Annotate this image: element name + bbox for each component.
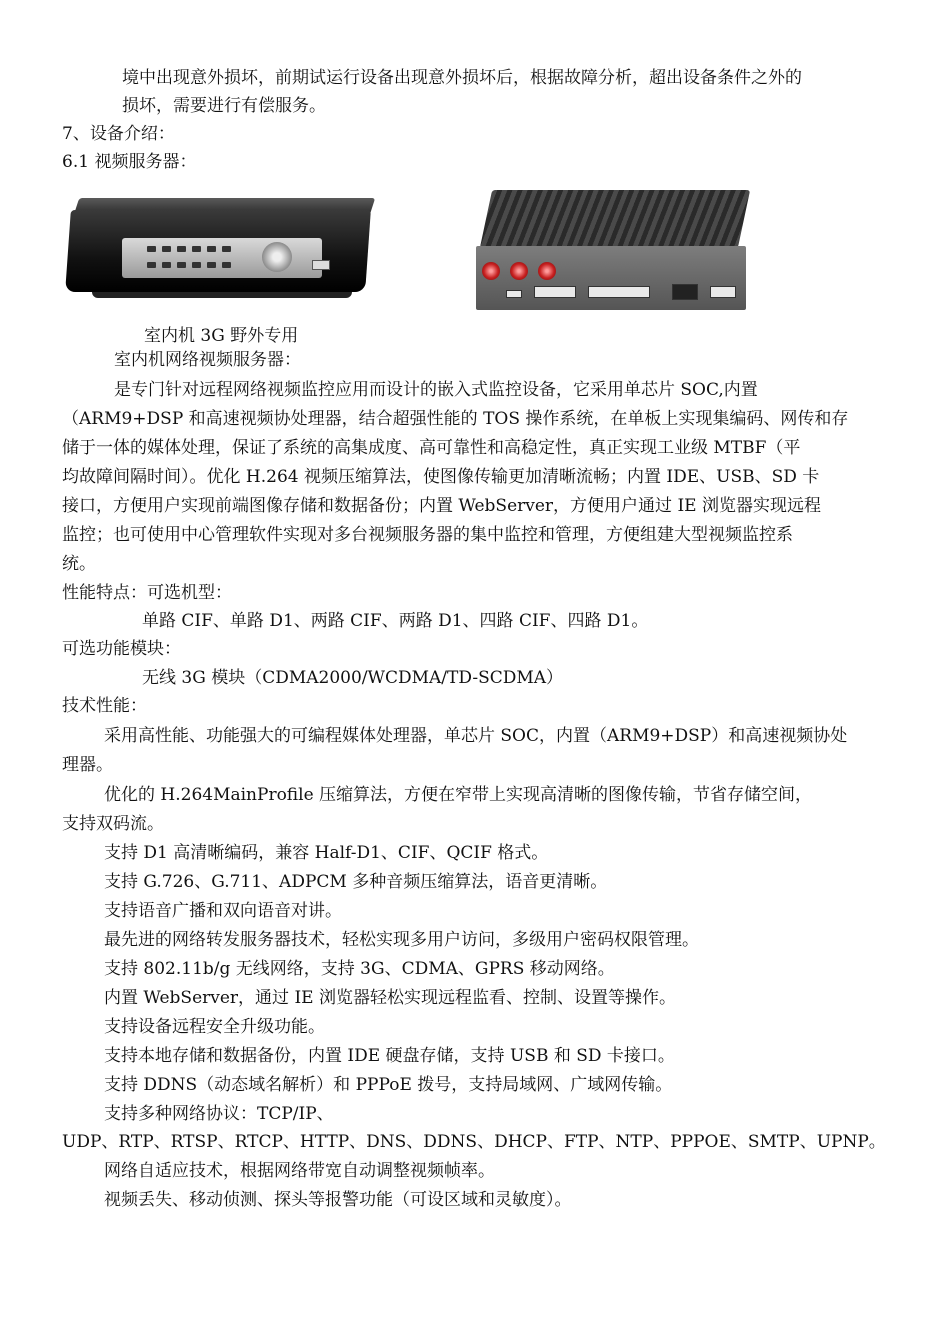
paragraph-line: 支持双码流。 bbox=[62, 814, 164, 834]
tech-heading: 技术性能： bbox=[62, 696, 147, 716]
module-item: 无线 3G 模块（CDMA2000/WCDMA/TD-SCDMA） bbox=[142, 668, 564, 688]
spec-item: 支持语音广播和双向语音对讲。 bbox=[104, 901, 342, 921]
paragraph-line: 监控；也可使用中心管理软件实现对多台视频服务器的集中监控和管理，方便组建大型视频监控系 bbox=[62, 525, 793, 545]
paragraph-line: （ARM9+DSP 和高速视频协处理器，结合超强性能的 TOS 操作系统，在单板上实现集编码、网传和存 bbox=[62, 409, 849, 429]
paragraph-line: 优化的 H.264MainProfile 压缩算法，方便在窄带上实现高清晰的图像传输，节省存储空间， bbox=[104, 785, 813, 805]
photo-caption: 室内机 3G 野外专用 bbox=[144, 326, 299, 346]
paragraph-line: 接口，方便用户实现前端图像存储和数据备份；内置 WebServer，方便用户通过 IE 浏览器实现远程 bbox=[62, 496, 821, 516]
spec-item: 支持 DDNS（动态域名解析）和 PPPoE 拨号，支持局域网、广域网传输。 bbox=[104, 1075, 673, 1095]
features-heading: 性能特点：可选机型： bbox=[62, 583, 232, 603]
text-line: 境中出现意外损坏，前期试运行设备出现意外损坏后，根据故障分析，超出设备条件之外的 bbox=[122, 68, 802, 88]
paragraph-line: 均故障间隔时间）。优化 H.264 视频压缩算法，使图像传输更加清晰流畅；内置 IDE、USB、SD 卡 bbox=[62, 467, 820, 487]
text-line: 损坏，需要进行有偿服务。 bbox=[122, 96, 326, 116]
paragraph-line: 统。 bbox=[62, 554, 96, 574]
spec-item: 支持 G.726、G.711、ADPCM 多种音频压缩算法，语音更清晰。 bbox=[104, 872, 608, 892]
paragraph-line: 是专门针对远程网络视频监控应用而设计的嵌入式监控设备，它采用单芯片 SOC,内置 bbox=[114, 380, 758, 400]
subsection-heading: 6.1 视频服务器： bbox=[62, 152, 197, 172]
section-heading: 7、设备介绍： bbox=[62, 124, 175, 144]
spec-item: 支持 802.11b/g 无线网络，支持 3G、CDMA、GPRS 移动网络。 bbox=[104, 959, 615, 979]
paragraph-line: 储于一体的媒体处理，保证了系统的高集成度、高可靠性和高稳定性，真正实现工业级 MTBF（平 bbox=[62, 438, 801, 458]
spec-item: 视频丢失、移动侦测、探头等报警功能（可设区域和灵敏度）。 bbox=[104, 1190, 572, 1210]
paragraph-line: 采用高性能、功能强大的可编程媒体处理器，单芯片 SOC，内置（ARM9+DSP）和高速视频协处 bbox=[104, 726, 848, 746]
spec-item: 支持 D1 高清晰编码，兼容 Half-D1、CIF、QCIF 格式。 bbox=[104, 843, 549, 863]
subheading: 室内机网络视频服务器： bbox=[114, 350, 301, 370]
paragraph-line: 理器。 bbox=[62, 755, 113, 775]
indoor-dvr-photo bbox=[62, 190, 380, 318]
spec-item: 支持本地存储和数据备份，内置 IDE 硬盘存储，支持 USB 和 SD 卡接口。 bbox=[104, 1046, 675, 1066]
spec-item: 内置 WebServer，通过 IE 浏览器轻松实现远程监看、控制、设置等操作。 bbox=[104, 988, 676, 1008]
spec-item: UDP、RTP、RTSP、RTCP、HTTP、DNS、DDNS、DHCP、FTP、NTP、PPPOE、SMTP、UPNP。 bbox=[62, 1132, 886, 1152]
spec-item: 最先进的网络转发服务器技术，轻松实现多用户访问，多级用户密码权限管理。 bbox=[104, 930, 699, 950]
modules-heading: 可选功能模块： bbox=[62, 639, 181, 659]
spec-item: 支持多种网络协议：TCP/IP、 bbox=[104, 1104, 334, 1124]
model-list: 单路 CIF、单路 D1、两路 CIF、两路 D1、四路 CIF、四路 D1。 bbox=[142, 611, 649, 631]
spec-item: 支持设备远程安全升级功能。 bbox=[104, 1017, 325, 1037]
spec-item: 网络自适应技术，根据网络带宽自动调整视频帧率。 bbox=[104, 1161, 495, 1181]
outdoor-3g-box-photo bbox=[472, 188, 750, 312]
